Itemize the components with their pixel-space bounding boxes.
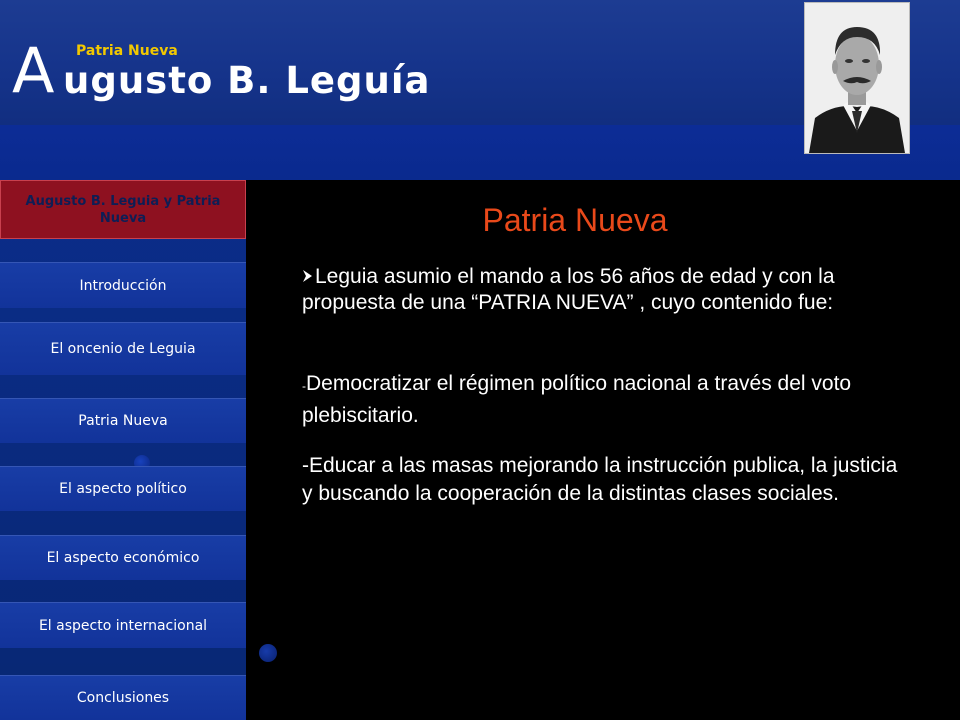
sidebar-item-label: El aspecto internacional (38, 617, 208, 634)
page-title: ugusto B. Leguía (63, 59, 431, 102)
sidebar-item-label: Augusto B. Leguia y Patria Nueva (25, 193, 221, 226)
sidebar-item-oncenio[interactable] (0, 322, 246, 375)
sidebar-item-label: Conclusiones (76, 690, 170, 706)
sidebar-item-conclusiones[interactable] (0, 675, 246, 720)
sidebar-item-patria-nueva[interactable] (0, 398, 246, 443)
sidebar-item-label: Introducción (79, 277, 167, 294)
sidebar-item-aspecto-politico[interactable] (0, 466, 246, 511)
decorative-dot (259, 644, 277, 662)
title-initial: A (12, 34, 55, 107)
paragraph-democratizar-text: Democratizar el régimen político nacional a través del voto plebiscitario. (302, 372, 852, 427)
sidebar-item-label: El aspecto económico (46, 550, 200, 566)
sidebar-item-leguia-patria-nueva[interactable] (0, 180, 246, 239)
sidebar-item-label: El oncenio de Leguia (50, 341, 196, 357)
portrait-photo (804, 2, 910, 154)
paragraph-educar: -Educar a las masas mejorando la instrucción publica, la justicia y buscando la cooperación de la distintas clases sociales. (302, 454, 898, 505)
sidebar-item-label: El aspecto político (59, 481, 187, 497)
paragraph-democratizar (302, 369, 912, 431)
sidebar-item-label: Patria Nueva (78, 413, 168, 429)
arrow-bullet-icon (302, 264, 313, 290)
sidebar-item-aspecto-economico[interactable] (0, 535, 246, 580)
header-subtitle: Patria Nueva (76, 43, 178, 59)
paragraph-dash: - (302, 379, 306, 393)
sidebar-item-introduccion[interactable] (0, 262, 246, 308)
sidebar-item-aspecto-internacional[interactable] (0, 602, 246, 648)
content-title: Patria Nueva (482, 202, 668, 238)
paragraph-intro-text: Leguia asumio el mando a los 56 años de edad y con la propuesta de una “PATRIA NUEVA” , cuyo contenido fue: (302, 265, 835, 314)
paragraph-intro (302, 264, 902, 316)
